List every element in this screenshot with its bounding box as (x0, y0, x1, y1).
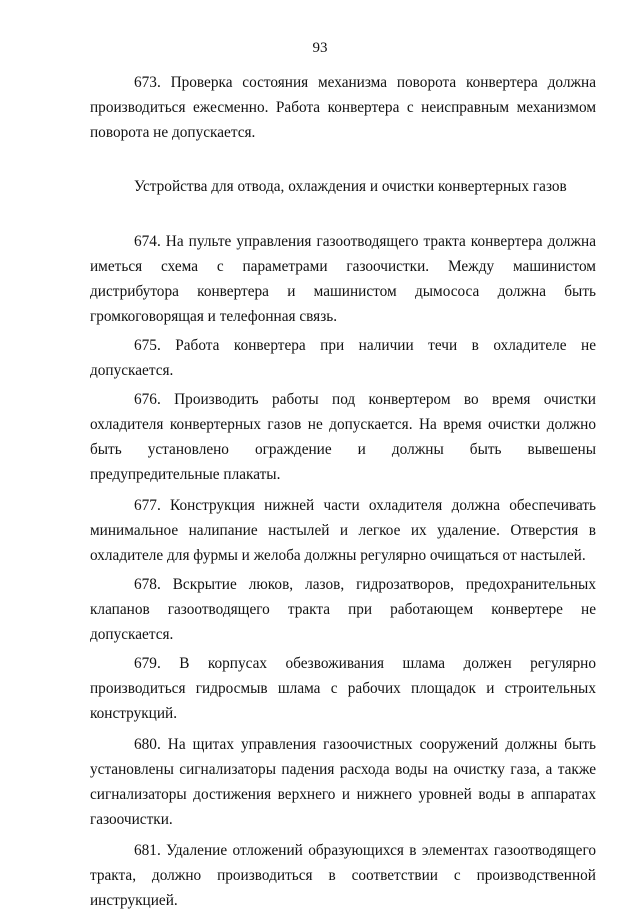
paragraph-681: 681. Удаление отложений образующихся в элементах газоотводящего тракта, должно производиться в соответствии с производственной инструкцией. (90, 842, 596, 909)
paragraph-680: 680. На щитах управления газоочистных сооружений должны быть установлены сигнализаторы падения расхода воды на очистку газа, а также сигнализаторы достижения верхнего и нижнего уровней воды в аппаратах газоочистки. (90, 736, 596, 828)
paragraph-group-main (90, 229, 596, 913)
paragraph-679: 679. В корпусах обезвоживания шлама должен регулярно производиться гидросмыв шлама с рабочих площадок и строительных конструкций. (90, 655, 596, 722)
paragraph-677: 677. Конструкция нижней части охладителя должна обеспечивать минимальное налипание настылей и легкое их удаление. Отверстия в охладителе для фурмы и желоба должны регулярно очищаться от настылей. (90, 497, 596, 564)
paragraph-674: 674. На пульте управления газоотводящего тракта конвертера должна иметься схема с параметрами газоочистки. Между машинистом дистрибутора конвертера и машинистом дымососа должна быть громкоговорящая и телефонная связь. (90, 233, 596, 325)
paragraph-678: 678. Вскрытие люков, лазов, гидрозатворов, предохранительных клапанов газоотводящего тракта при работающем конвертере не допускается. (90, 576, 596, 643)
paragraph-group-top (90, 70, 596, 145)
page-number: 93 (312, 40, 328, 56)
section-heading: Устройства для отвода, охлаждения и очистки конвертерных газов (134, 178, 567, 195)
paragraph-673: 673. Проверка состояния механизма поворота конвертера должна производиться ежесменно. Работа конвертера с неисправным механизмом поворота не допускается. (90, 74, 596, 141)
paragraph-675: 675. Работа конвертера при наличии течи в охладителе не допускается. (90, 337, 596, 379)
paragraph-676: 676. Производить работы под конвертером во время очистки охладителя конвертерных газов не допускается. На время очистки должно быть установлено ограждение и должны быть вывешены предупредительные плакаты. (90, 391, 596, 483)
